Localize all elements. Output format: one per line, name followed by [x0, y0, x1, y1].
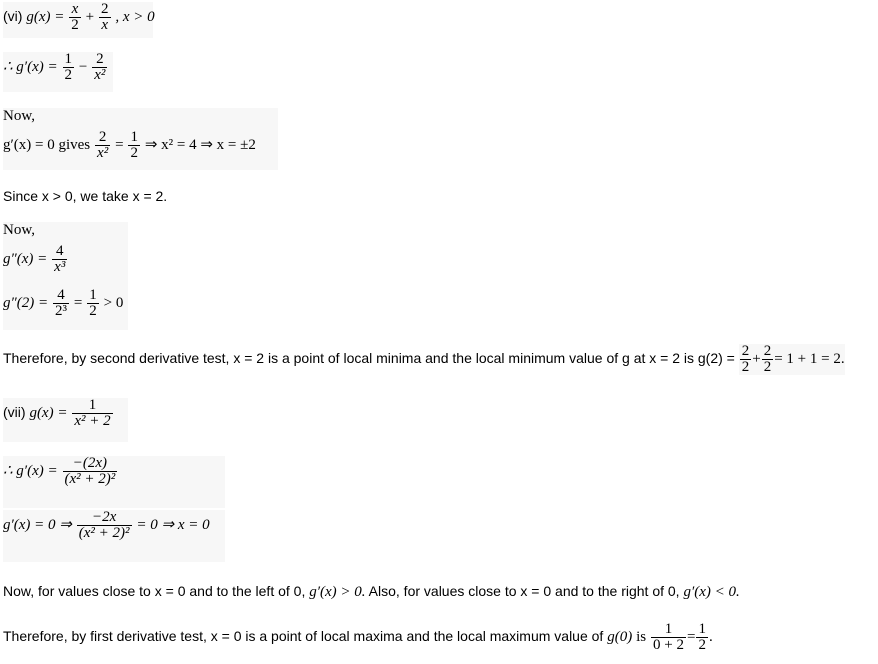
vii-sign-text: [3, 583, 740, 601]
vi-g-frac2: $\frac{2}{x}$: [101, 1, 109, 33]
vi-g2-frac: $\frac{4}{\text{x³}}$: [54, 243, 66, 275]
vi-solve-rest: ⇒ x² = 4 ⇒ x = ±2: [144, 137, 256, 154]
vi-conc-frac1: $\frac{2}{2}$: [741, 343, 750, 375]
vi-gprime: [3, 52, 113, 92]
vii-conc-gval: g(0): [607, 629, 633, 646]
vi-conclusion: [3, 344, 845, 384]
vii-conc-eq: =: [686, 629, 696, 646]
vi-g2at2-lhs: g″(2) =: [3, 295, 49, 312]
vi-gprime-minus: −: [78, 59, 88, 76]
vi-solve-frac2: $\frac{1}{2}$: [130, 129, 138, 161]
vi-conclusion-text: Therefore, by second derivative test, x = 2 is a point of local minima and the local minimum value of g at x = 2 is g(2) =: [3, 350, 735, 367]
vii-gprime-lhs: ∴ g′(x) =: [3, 463, 58, 480]
vii-sign-d: g′(x) < 0.: [683, 584, 740, 600]
vii-definition: [3, 398, 128, 442]
vii-conc-rest: .: [708, 629, 713, 646]
vi-g-plus: +: [85, 9, 95, 26]
vi-g-lhs: g(x) =: [26, 9, 65, 26]
vii-solve-frac: $\frac{-2x}{\text{(x² + 2)²}}$: [78, 509, 130, 541]
vii-conc-frac2: $\frac{1}{2}$: [698, 621, 706, 653]
vi-g2at2-frac1: $\frac{4}{\text{2³}}$: [55, 287, 68, 319]
vi-conc-frac2: $\frac{2}{2}$: [763, 343, 772, 375]
vi-g2at2-frac2: $\frac{1}{2}$: [89, 287, 97, 319]
vi-solve-frac1: $\frac{2}{\text{x²}}$: [97, 129, 109, 161]
vi-g2: [3, 244, 128, 288]
vi-g2-at-2: [3, 288, 128, 330]
vii-solve-lhs: g′(x) = 0 ⇒: [3, 517, 72, 534]
vi-definition: [3, 2, 153, 38]
vii-sign-c: Also, for values close to x = 0 and to the right of 0,: [368, 583, 680, 599]
vi-solve-lhs: g′(x) = 0 gives: [3, 137, 91, 154]
vi-gprime-frac2: $\frac{2}{\text{x²}}$: [94, 51, 106, 83]
vi-since: Since x > 0, we take x = 2.: [3, 188, 168, 204]
vi-solve: [3, 130, 278, 170]
vi-conc-rest: = 1 + 1 = 2.: [774, 351, 845, 368]
vi-g-cond: , x > 0: [115, 9, 155, 26]
vi-now-2: Now,: [3, 222, 128, 244]
vi-conclusion-math: [739, 344, 845, 375]
vi-gprime-lhs: ∴ g′(x) =: [3, 59, 58, 76]
vii-conc-frac1: $\frac{1}{0 + 2}$: [653, 621, 684, 653]
vii-g-lhs: g(x) =: [29, 405, 68, 422]
vii-solve-rest: = 0 ⇒ x = 0: [136, 517, 210, 534]
vi-label: (vi): [3, 8, 23, 25]
vii-sign-a: Now, for values close to x = 0 and to the left of 0,: [3, 583, 306, 599]
vii-gprime-frac: $\frac{-(2x)}{\text{(x² + 2)²}}$: [64, 455, 116, 487]
vii-g-frac: $\frac{1}{\text{x² + 2}}$: [74, 397, 111, 429]
vii-sign-b: g′(x) > 0.: [309, 584, 366, 600]
vi-g2at2-eq: =: [73, 295, 83, 312]
vii-gprime: [3, 456, 225, 508]
vi-g-frac1: $\frac{x}{2}$: [71, 1, 79, 33]
vii-label: (vii): [3, 404, 26, 421]
vi-now-1: Now,: [3, 108, 278, 130]
vi-g2at2-rest: > 0: [103, 295, 124, 312]
vi-gprime-frac1: $\frac{1}{2}$: [64, 51, 72, 83]
vi-conc-plus: +: [752, 351, 761, 368]
vi-solve-eq: =: [115, 137, 124, 154]
vii-solve: [3, 510, 225, 562]
vii-conc-is: is: [636, 629, 647, 646]
vii-conclusion-text: Therefore, by first derivative test, x = 0 is a point of local maxima and the local maximum value of: [3, 628, 604, 645]
vi-g2-lhs: g″(x) =: [3, 251, 48, 268]
vii-conclusion: [3, 622, 713, 662]
